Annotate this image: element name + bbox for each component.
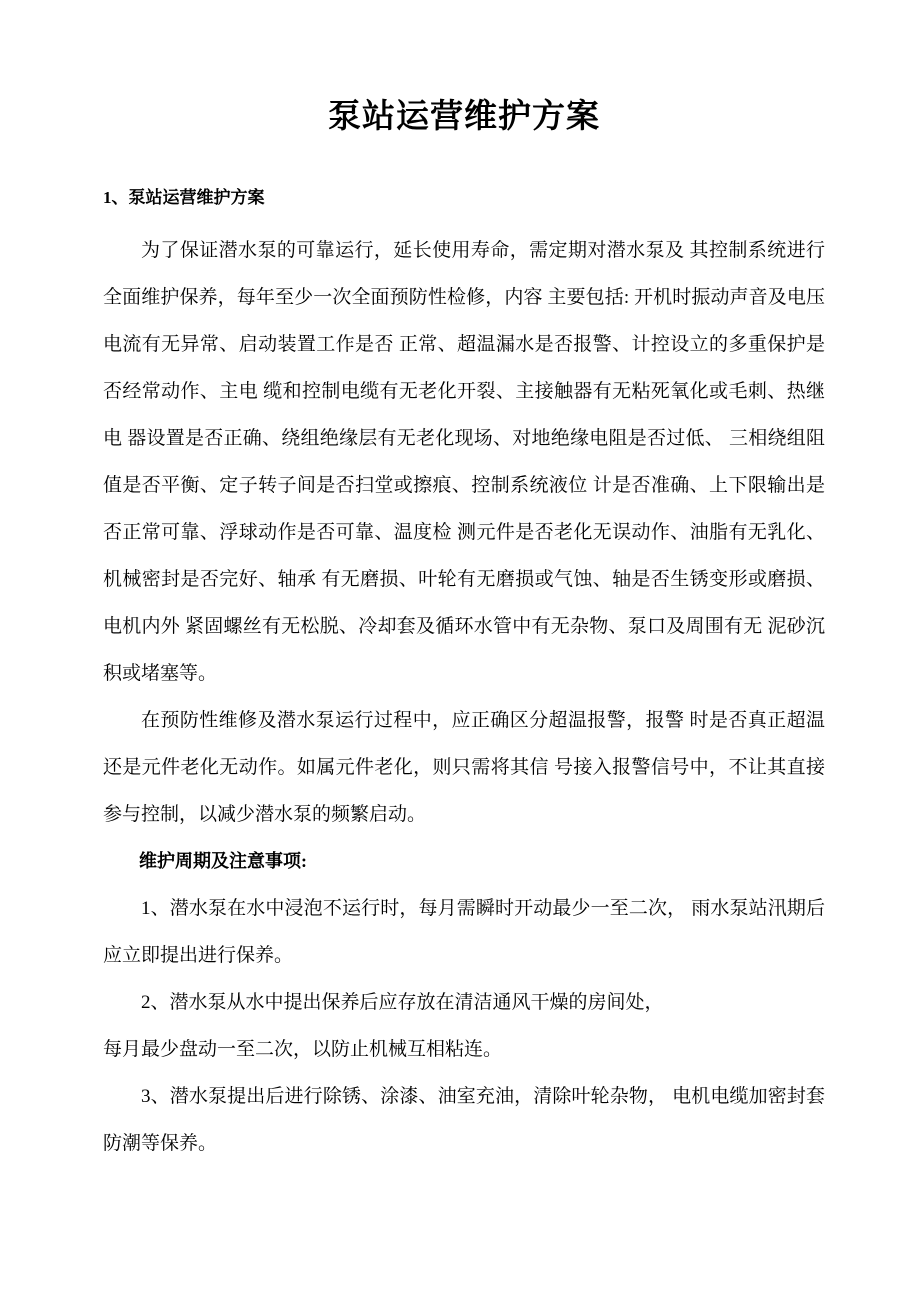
paragraph-overtemp-alarm: 在预防性维修及潜水泵运行过程中，应正确区分超温报警，报警 时是否真正超温还是元件老化无动作。如属元件老化，则只需将其信 号接入报警信号中，不让其直接参与控制，以减少潜水泵的频繁启动。 — [103, 709, 825, 825]
paragraph-item-2-line-1: 2、潜水泵从水中提出保养后应存放在清洁通风干燥的房间处， — [141, 991, 664, 1013]
paragraph-item-2-line-2: 每月最少盘动一至二次，以防止机械互相粘连。 — [103, 1038, 503, 1060]
paragraph-maintenance-overview: 为了保证潜水泵的可靠运行，延长使用寿命，需定期对潜水泵及 其控制系统进行全面维护保养，每年至少一次全面预防性检修，内容 主要包括: 开机时振动声音及电压电流有无异常、启动装置工作是否 正常、超温漏水是否报警、计控设立的多重保护是否经常动作、主电 缆和控制电缆有无老化开裂、主接触器有无粘死氧化或毛刺、热继电 器设置是否正确、绕组绝缘层有无老化现场、对地绝缘电阻是否过低、 三相绕组阻值是否平衡、定子转子间是否扫堂或擦痕、控制系统液位 计是否准确、上下限输出是否正常可靠、浮球动作是否可靠、温度检 测元件是否老化无误动作、油脂有无乳化、机械密封是否完好、轴承 有无磨损、叶轮有无磨损或气蚀、轴是否生锈变形或磨损、电机内外 紧固螺丝有无松脱、冷却套及循环水管中有无杂物、泵口及周围有无 泥砂沉积或堵塞等。 — [103, 239, 825, 684]
section-heading: 1、泵站运营维护方案 — [103, 187, 265, 207]
subsection-heading-maintenance-cycle: 维护周期及注意事项: — [139, 850, 307, 871]
paragraph-item-3: 3、潜水泵提出后进行除锈、涂漆、油室充油，清除叶轮杂物， 电机电缆加密封套防潮等保养。 — [103, 1085, 825, 1154]
paragraph-item-1: 1、潜水泵在水中浸泡不运行时，每月需瞬时开动最少一至二次， 雨水泵站汛期后应立即提出进行保养。 — [103, 897, 825, 966]
page-title: 泵站运营维护方案 — [328, 99, 600, 135]
